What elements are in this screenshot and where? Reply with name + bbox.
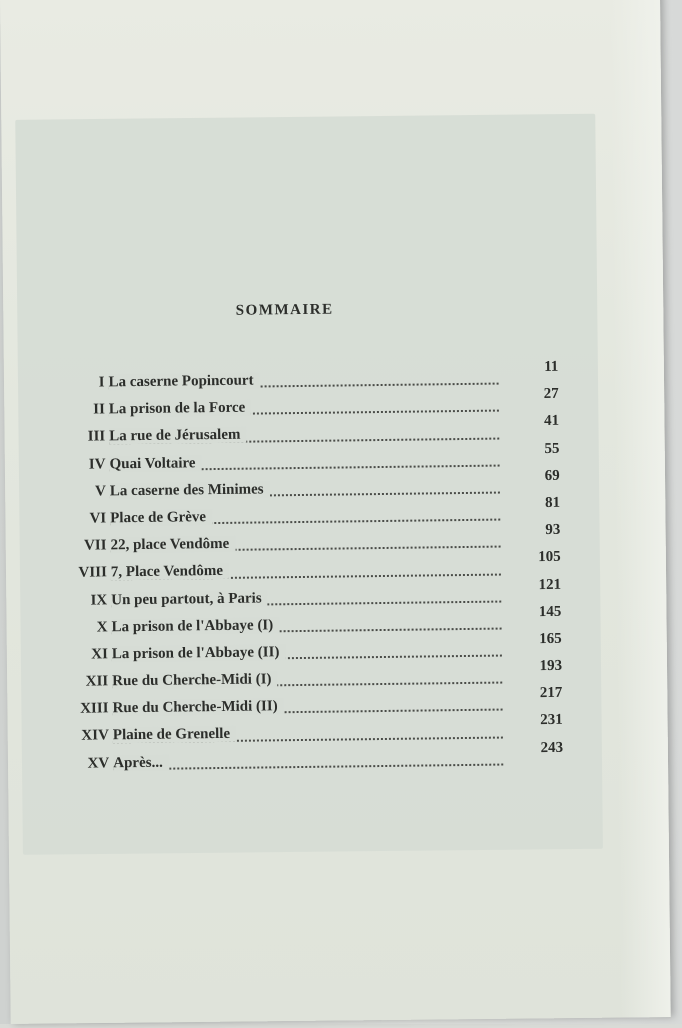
chapter-numeral: XIV [81,727,109,745]
chapter-title [110,476,270,505]
page-number: 231 [540,712,563,729]
chapter-title [110,531,235,560]
chapter-title [111,612,279,641]
chapter-title-text: La caserne Popincourt [108,372,259,390]
chapter-numeral: IV [88,455,106,473]
page-title: SOMMAIRE [235,301,334,319]
page-number: 193 [539,657,563,675]
chapter-title-text: Un peu partout, à Paris [111,590,268,608]
chapter-title-text: La prison de l'Abbaye (I) [111,617,279,635]
chapter-title-text: La rue de Jérusalem [109,427,246,445]
chapter-numeral: X [96,619,108,636]
chapter-numeral: VII [83,537,107,554]
chapter-title [109,395,252,424]
page-number: 55 [544,440,560,457]
chapter-title [112,666,278,695]
table-of-contents [58,358,564,778]
chapter-title [111,558,229,586]
page-number: 243 [540,739,564,756]
chapter-title [109,450,201,478]
chapter-title-text: 22, place Vendôme [110,536,235,554]
chapter-title-text: Rue du Cherche-Midi (I) [112,671,277,689]
chapter-title-text: Quai Voltaire [109,455,201,472]
chapter-numeral: VI [89,510,107,527]
page-number: 165 [539,630,562,647]
chapter-title-text: La caserne des Minimes [110,481,270,499]
page-number: 93 [545,521,561,539]
chapter-title-text: 7, Place Vendôme [111,563,229,580]
dot-leader [113,763,503,770]
chapter-numeral: II [93,401,105,418]
chapter-numeral: I [98,374,105,391]
chapter-title-text: Plaine de Grenelle [113,726,236,744]
chapter-title-text: Place de Grève [110,509,212,526]
chapter-numeral: XI [91,646,108,663]
toc-entry [63,739,564,777]
page-number: 217 [539,685,563,702]
chapter-title-text: Rue du Cherche-Midi (II) [112,698,283,716]
chapter-title [112,639,286,668]
page-number: 11 [544,358,559,376]
page-number: 27 [543,386,559,403]
chapter-title [109,422,247,451]
chapter-title [108,367,259,396]
chapter-numeral: V [94,483,106,500]
chapter-numeral: VIII [78,564,107,582]
chapter-numeral: XII [85,673,109,690]
bleed-through-text: ​ [294,881,295,896]
page-number: 105 [538,549,561,566]
chapter-numeral: IX [90,591,108,609]
chapter-title [111,585,268,614]
page-number: 81 [544,494,561,511]
chapter-numeral: XIII [80,700,109,717]
chapter-numeral: XV [87,754,110,772]
chapter-title [113,749,169,777]
chapter-title-text: La prison de la Force [109,400,252,418]
page-number: 41 [543,413,560,430]
page-number: 69 [544,467,560,484]
chapter-title-text: Après... [113,754,169,771]
chapter-title-text: La prison de l'Abbaye (II) [112,644,286,662]
chapter-title [110,504,212,532]
chapter-title [113,721,237,750]
page-number: 145 [538,603,562,620]
page-number: 121 [538,576,562,593]
chapter-numeral: III [87,428,106,445]
chapter-title [112,693,283,722]
